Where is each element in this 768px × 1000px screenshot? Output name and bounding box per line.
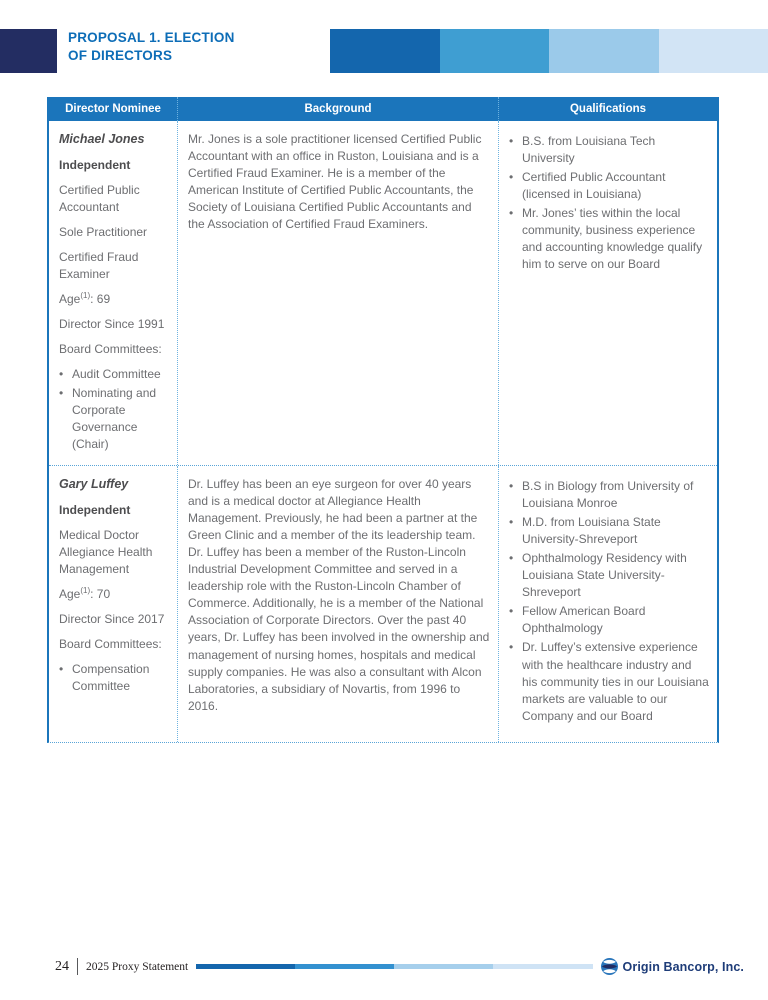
- footer-divider: [77, 958, 78, 975]
- qualification-item: • Ophthalmology Residency with Louisiana State University-Shreveport: [509, 550, 709, 601]
- bullet-marker: •: [509, 170, 514, 185]
- header-gradient-bar: [330, 29, 768, 73]
- footer-bar-segment-1: [196, 964, 295, 969]
- company-name: Origin Bancorp, Inc.: [622, 959, 744, 974]
- bullet-marker: •: [59, 662, 64, 677]
- column-header-background: Background: [177, 97, 499, 121]
- table-row-gary-luffey: [49, 465, 717, 742]
- bullet-marker: •: [509, 551, 514, 566]
- page-title-line1: PROPOSAL 1. ELECTION: [68, 30, 235, 45]
- qualification-item: • Mr. Jones’ ties within the local community, business experience and accounting knowledge qualify him to serve on our Board: [509, 205, 709, 273]
- page-number: 24: [55, 958, 69, 974]
- nominee-cell: [49, 121, 177, 465]
- director-since: Director Since 1991: [59, 316, 165, 331]
- footer-bar-segment-2: [295, 964, 394, 969]
- independence-status: Independent: [59, 502, 131, 517]
- table-row-michael-jones: [49, 121, 717, 465]
- committee-list: [59, 366, 169, 453]
- background-text: Dr. Luffey has been an eye surgeon for over 40 years and is a medical doctor at Allegiance Health Management. Previously, he had been a partner at the Green Clinic and a member of the its leadership team. Dr. Luffey has been a member of the Ruston-Lincoln Industrial Development Committee and served in a leadership role with the Ruston-Lincoln Chamber of Commerce. Additionally, he is a member of the National Association of Corporate Directors. Over the past 40 years, Dr. Luffey has been involved in the ownership and management of nursing homes, hospitals and medical supply companies. He was also a consultant with Alcon Laboratories, a subsidiary of Novartis, from 1996 to 2016.: [188, 477, 490, 713]
- qualification-list: [509, 133, 709, 273]
- bullet-marker: •: [509, 134, 514, 148]
- nominee-age: Age$^{(1)}$: 70: [59, 586, 111, 602]
- qualification-list: [509, 478, 709, 724]
- nominee-age: Age$^{(1)}$: 69: [59, 290, 111, 306]
- nominee-cell: Gary Luffey Independent Medical Doctor Allegiance Health Management Age$^{(1)}$: 70 Director Since 2017 Board Committees: • Compensation Committee: [49, 466, 177, 742]
- gradient-segment-2: [440, 29, 550, 73]
- background-text: Mr. Jones is a sole practitioner licensed Certified Public Accountant with an office in Ruston, Louisiana and is a Certified Fraud Examiner. He is a member of the American Institute of Certified Public Accountants, the Society of Louisiana Certified Public Accountants and the Association of Certified Fraud Examiners.: [188, 132, 482, 232]
- qualification-item: • M.D. from Louisiana State University-Shreveport: [509, 514, 709, 548]
- age-footnote-marker: (1): [80, 290, 91, 300]
- gradient-segment-4: [659, 29, 768, 73]
- committee-item: • Nominating and Corporate Governance (Chair): [59, 385, 169, 453]
- qualification-item: • B.S in Biology from University of Louisiana Monroe: [509, 478, 709, 512]
- age-footnote-marker: (1): [80, 586, 91, 596]
- bullet-marker: •: [59, 367, 64, 382]
- nominee-role: Certified Public Accountant: [59, 182, 140, 214]
- qualification-item: • Dr. Luffey’s extensive experience with the healthcare industry and his community ties in our Louisiana markets are valuable to our Company and our Board: [509, 639, 709, 724]
- nominee-name: Michael Jones: [59, 132, 145, 146]
- nominee-name: Gary Luffey: [59, 477, 129, 492]
- qualifications-cell: [499, 121, 717, 465]
- origin-bancorp-logo-icon: [601, 958, 618, 975]
- committee-item: • Compensation Committee: [59, 661, 169, 695]
- qualification-item: • Certified Public Accountant (licensed in Louisiana): [509, 169, 709, 203]
- table-header-row: [49, 97, 717, 121]
- qualification-item: • Fellow American Board Ophthalmology: [509, 603, 709, 637]
- bullet-marker: •: [509, 604, 514, 619]
- bullet-marker: •: [509, 206, 514, 221]
- bullet-marker: •: [509, 515, 514, 530]
- director-since: Director Since 2017: [59, 612, 165, 627]
- nominee-role: Sole Practitioner: [59, 224, 148, 239]
- footer-gradient-bar: [196, 964, 592, 969]
- bullet-marker: •: [59, 386, 64, 401]
- page-header-band: [0, 29, 768, 73]
- qualification-item: • B.S. from Louisiana Tech University: [509, 133, 709, 167]
- footer-bar-segment-3: [394, 964, 493, 969]
- board-committees-label: Board Committees:: [59, 342, 162, 356]
- background-cell: [177, 121, 499, 465]
- background-cell: [177, 466, 499, 742]
- qualifications-cell: [499, 466, 717, 742]
- page-footer: [55, 958, 744, 975]
- gradient-segment-1: [330, 29, 440, 73]
- board-committees-label: Board Committees:: [59, 637, 162, 652]
- gradient-segment-3: [549, 29, 659, 73]
- header-navy-block: [0, 29, 57, 73]
- column-header-director-nominee: Director Nominee: [65, 103, 161, 115]
- footer-bar-segment-4: [493, 964, 592, 969]
- bullet-marker: •: [509, 640, 514, 655]
- bullet-marker: •: [509, 479, 514, 494]
- committee-item: • Audit Committee: [59, 366, 169, 383]
- document-label: 2025 Proxy Statement: [86, 960, 189, 973]
- page-title: [68, 29, 235, 65]
- independence-status: Independent: [59, 157, 131, 172]
- page-title-line2: OF DIRECTORS: [68, 48, 173, 64]
- director-nominees-table: [47, 97, 719, 743]
- column-header-qualifications: Qualifications: [569, 103, 647, 115]
- nominee-role: Certified Fraud Examiner: [59, 249, 139, 281]
- committee-list: [59, 661, 169, 695]
